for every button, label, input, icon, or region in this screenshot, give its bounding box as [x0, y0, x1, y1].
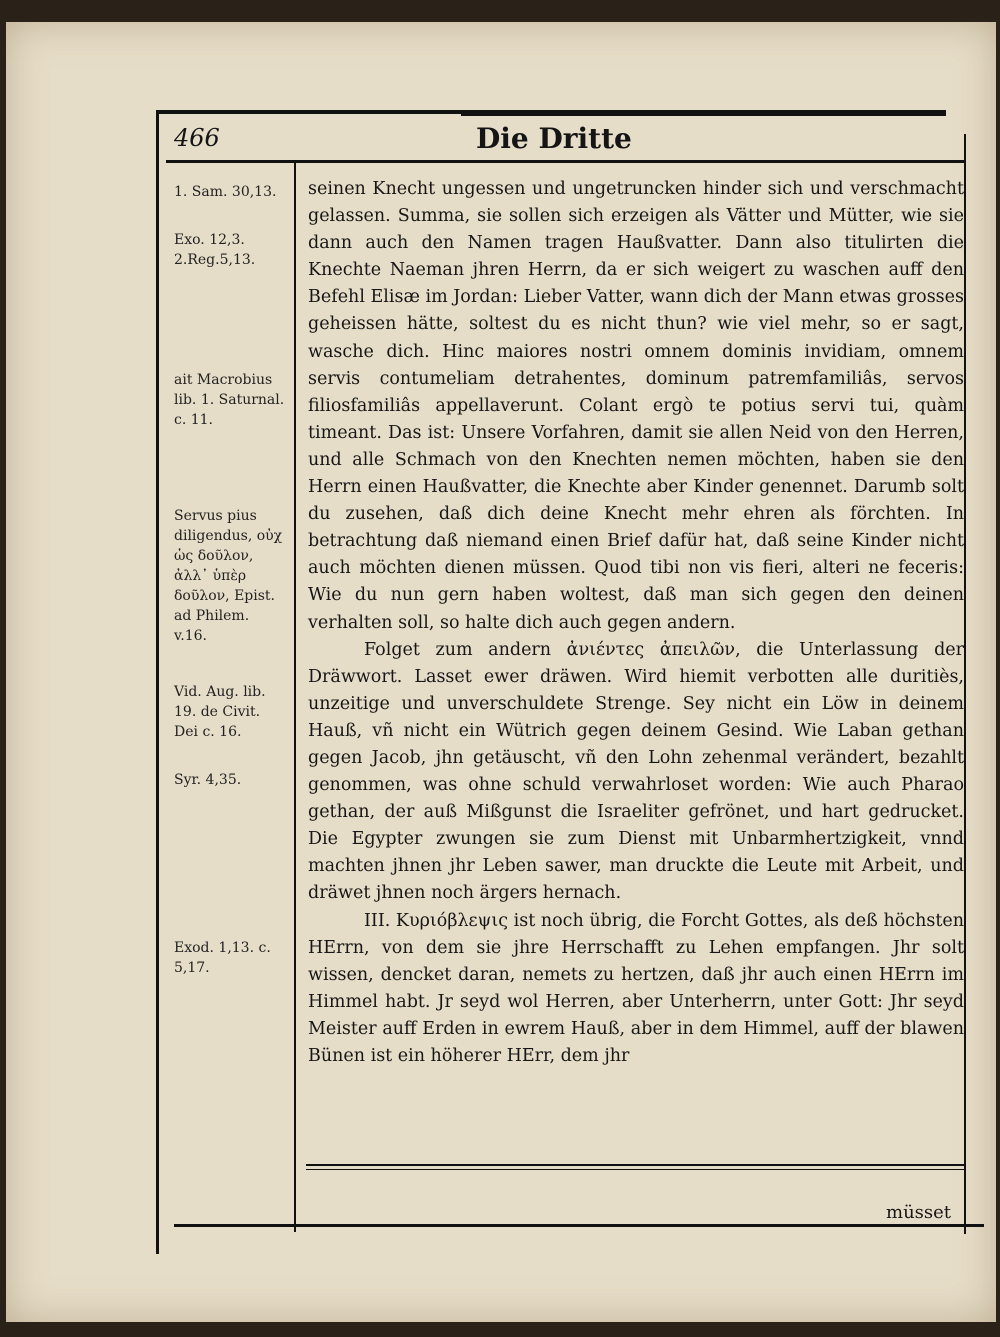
- running-title: Die Dritte: [476, 122, 632, 155]
- paragraph-2: Folget zum andern ἀνιέντες ἀπειλῶν, die Unterlassung der Dräwwort. Lasset ewer dräwen. Wird hiemit verbotten alle duritiès, unzeitige und unverschuldete Strenge. Sey nicht ein Löw in deinem Hauß, vñ nicht ein Wütrich gegen deinem Gesind. Wie Laban gethan gegen Jacob, jhn getäuscht, vñ den Lohn zehenmal verändert, bezahlt genommen, was ohne schuld verwahrloset worden: Wie auch Pharao gethan, der auß Mißgunst die Israeliter gefrönet, und hart gedrucket. Die Egypter zwungen sie zum Dienst mit Unbarmhertzigkeit, vnnd machten jhnen jhr Leben sawer, man druckte die Leute mit Arbeit, und dräwet jhnen noch ärgers hernach.: [308, 639, 964, 904]
- catchword: müsset: [886, 1202, 952, 1223]
- margin-note: Exod. 1,13. c. 5,17.: [174, 940, 271, 976]
- body-text: [308, 176, 964, 1070]
- left-margin-rule: [156, 114, 159, 1254]
- header-rule-right-segment: [461, 114, 946, 116]
- right-border-rule: [964, 134, 966, 1234]
- page-number: 466: [174, 124, 220, 152]
- column-divider-rule: [294, 162, 296, 1232]
- margin-note: Syr. 4,35.: [174, 772, 242, 788]
- book-page: [6, 22, 996, 1322]
- header-bottom-rule: [166, 160, 966, 163]
- paragraph-3: III. Κυριόβλεψις ist noch übrig, die Forcht Gottes, als deß höchsten HErrn, von dem sie jhre Herrschafft zu Lehen empfangen. Jhr solt wissen, dencket daran, nemets zu hertzen, daß jhr auch einen HErrn im Himmel habt. Jr seyd wol Herren, aber Unterherrn, unter Gott: Jhr seyd Meister auff Erden in ewrem Hauß, aber in dem Himmel, auff der blawen Bünen ist ein höherer HErr, dem jhr: [308, 910, 964, 1066]
- footer-double-rule: [306, 1169, 964, 1170]
- margin-note: ait Macrobius lib. 1. Saturnal. c. 11.: [174, 372, 285, 428]
- margin-note: Vid. Aug. lib. 19. de Civit. Dei c. 16.: [174, 684, 266, 740]
- margin-note: Servus pius diligendus, οὐχ ὡς δοῦλον, ἀλλ᾽ ὑπὲρ δοῦλον, Epist. ad Philem. v.16.: [174, 508, 283, 644]
- paragraph-1: seinen Knecht ungessen und ungetruncken hinder sich und verschmacht gelassen. Summa, sie sollen sich erzeigen als Vätter und Mütter, wie sie dann auch den Namen tragen Haußvatter. Dann also titulirten die Knechte Naeman jhren Herrn, da er sich weigert zu waschen auff den Befehl Elisæ im Jordan: Lieber Vatter, wann dich der Mann etwas grosses geheissen hätte, soltest du es nicht thun? wie viel mehr, so er sagt, wasche dich. Hinc maiores nostri omnem dominis invidiam, omnem servis contumeliam detrahentes, dominum patremfamiliâs, servos filiosfamiliâs appellaverunt. Colant ergò te potius servi tui, quàm timeant. Das ist: Unsere Vorfahren, damit sie allen Neid von den Herren, und alle Schmach von den Knechten nemen möchten, haben sie den Herrn einen Haußvatter, die Knechte aber Kinder genennet. Darumb solt du zusehen, daß dich deine Knecht mehr ehren als förchten. In betrachtung daß niemand einen Brief dafür hat, daß seine Kinder nicht auch möchten dienen müssen. Quod tibi non vis fieri, alteri ne feceris: Wie du nun gern haben woltest, daß man sich gegen den deinen verhalten soll, so halte dich auch gegen andern.: [308, 179, 964, 633]
- bottom-rule: [174, 1224, 984, 1227]
- footer-top-rule: [306, 1164, 964, 1166]
- margin-note: Exo. 12,3. 2.Reg.5,13.: [174, 232, 256, 268]
- margin-note: 1. Sam. 30,13.: [174, 184, 277, 200]
